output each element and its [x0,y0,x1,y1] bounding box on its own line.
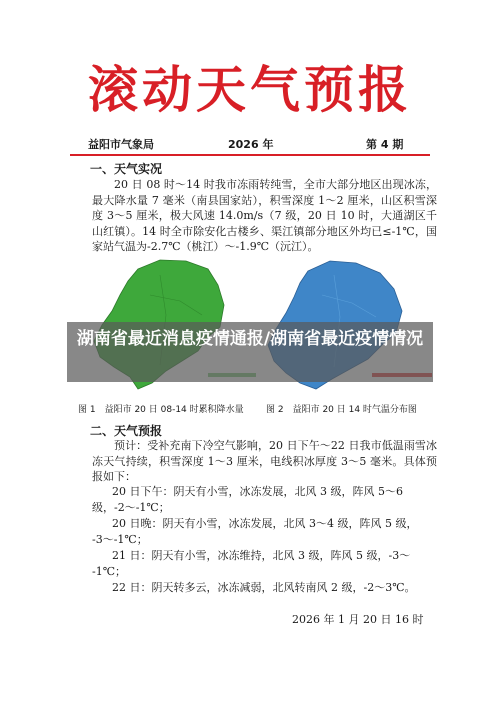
forecast-line: 20 日晚：阴天有小雪，冰冻发展，北风 3～4 级，阵风 5 级， [112,517,418,530]
headline-overlay[interactable] [67,322,433,382]
forecast-line: 21 日：阴天有小雪，冰冻维持，北风 3 级，阵风 5 级，-3～ [112,549,411,562]
forecast-line: -3～-1℃； [92,533,148,546]
issue-number: 第 4 期 [366,138,404,151]
issue-year: 2026 年 [228,138,274,151]
masthead-title: 滚动天气预报 [88,60,412,119]
forecast-line: 级，-2～-1℃； [92,501,170,514]
overlay-headline: 湖南省最近消息疫情通报/湖南省最近疫情情况 [76,329,424,349]
section2-title: 二、天气预报 [90,424,163,438]
issue-line [88,136,412,152]
red-divider [70,154,430,156]
forecast-line: -1℃； [92,565,127,578]
forecast-line: 20 日下午：阴天有小雪，冰冻发展，北风 3 级，阵风 5～6 [112,485,403,498]
section1-text: 20 日 08 时～14 时我市冻雨转纯雪，全市大部分地区出现冰冻，最大降水量 7 毫米（南县国家站），积雪深度 1～2 厘米，山区积雪深度 3～5 厘米，极大风速 14.0m/s（7 级，20 日 10 时，大通湖区千山红镇）。14 时全市除安化古楼乡、渠江镇部分地区外均已≤-1℃，国家站气温为-2.7℃（桃江）～-1.9℃（沅江）。 [92,178,437,253]
forecast-line: 22 日：阴天转多云，冰冻减弱，北风转南风 2 级，-2～3℃。 [112,581,416,594]
section2-intro: 预计：受补充南下冷空气影响，20 日下午～22 日我市低温雨雪冰冻天气持续，积雪深度 1～3 厘米，电线积冰厚度 3～5 毫米。具体预报如下： [92,439,437,483]
figure2-caption: 图 2 益阳市 20 日 14 时气温分布图 [266,405,417,415]
issue-signature-date: 2026 年 1 月 20 日 16 时 [292,613,424,626]
agency-name: 益阳市气象局 [88,138,154,151]
section1-title: 一、天气实况 [90,162,163,176]
figure1-caption: 图 1 益阳市 20 日 08-14 时累积降水量 [78,405,244,415]
